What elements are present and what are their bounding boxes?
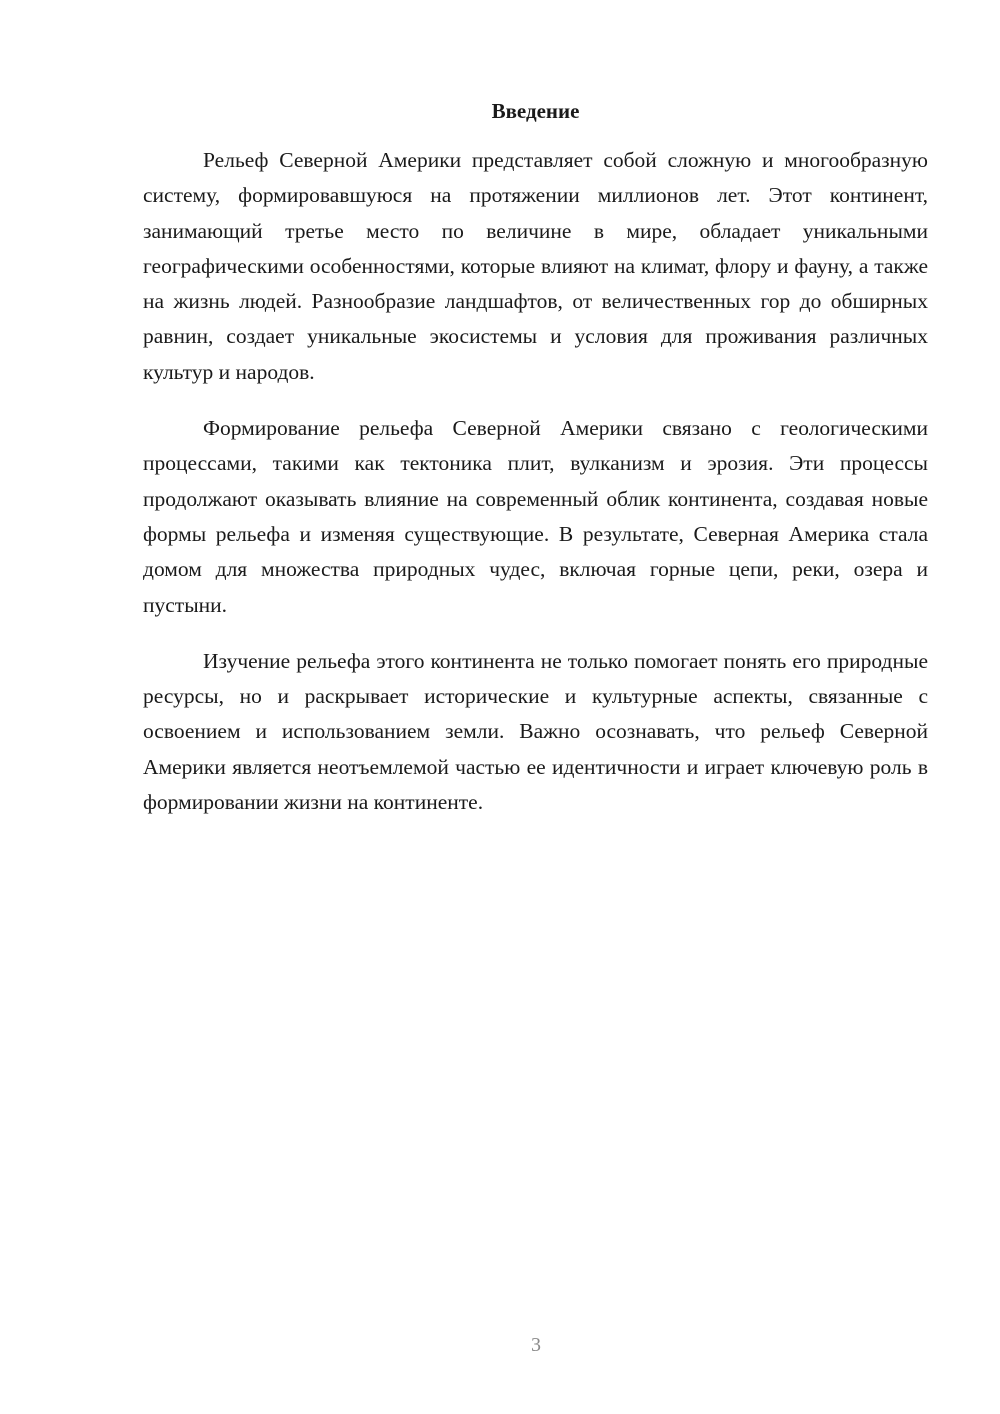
body-text [143,143,928,841]
page-number: 3 [531,1334,541,1356]
paragraph-1: Рельеф Северной Америки представляет собой сложную и многообразную систему, формировавшуюся на протяжении миллионов лет. Этот континент, занимающий третье место по величине в мире, обладает уникальными географическими особенностями, которые влияют на климат, флору и фауну, а также на жизнь людей. Разнообразие ландшафтов, от величественных гор до обширных равнин, создает уникальные экосистемы и условия для проживания различных культур и народов. [143,148,928,384]
paragraph-2: Формирование рельефа Северной Америки связано с геологическими процессами, такими как тектоника плит, вулканизм и эрозия. Эти процессы продолжают оказывать влияние на современный облик континента, создавая новые формы рельефа и изменяя существующие. В результате, Северная Америка стала домом для множества природных чудес, включая горные цепи, реки, озера и пустыни. [143,416,928,617]
paragraph-3: Изучение рельефа этого континента не только помогает понять его природные ресурсы, но и раскрывает исторические и культурные аспекты, связанные с освоением и использованием земли. Важно осознавать, что рельеф Северной Америки является неотъемлемой частью ее идентичности и играет ключевую роль в формировании жизни на континенте. [143,648,928,815]
section-heading: Введение [491,99,580,123]
